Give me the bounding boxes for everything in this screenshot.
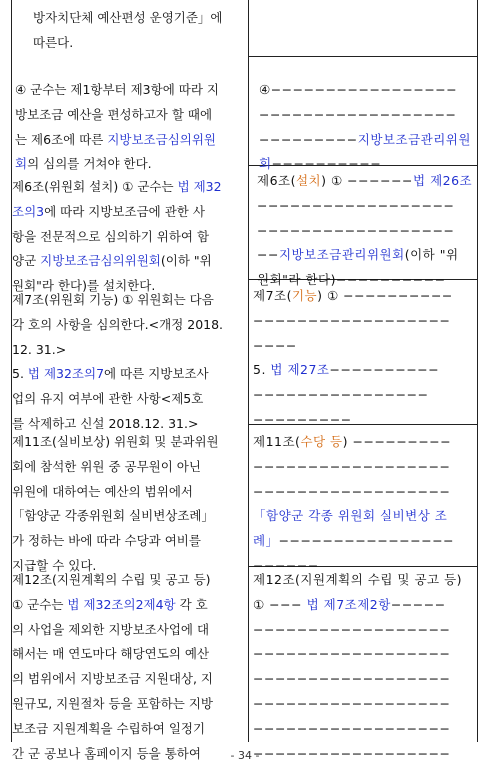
text-line	[253, 568, 463, 593]
row-4-old-text	[12, 430, 244, 579]
text-line	[253, 430, 463, 455]
text-segment: 해서는 매 연도마다 해당연도의 예산	[12, 646, 210, 662]
law-reference: 회	[259, 156, 272, 172]
text-line	[253, 642, 463, 667]
changed-term: 수당 등	[300, 434, 343, 449]
text-line	[12, 717, 244, 742]
text-line	[253, 284, 463, 309]
text-line	[12, 313, 244, 338]
text-segment: 제11조(실비보상) 위원회 및 분과위원	[12, 434, 219, 449]
text-line	[12, 480, 244, 505]
text-line	[12, 387, 244, 412]
text-line	[12, 568, 244, 593]
text-segment: 의 심의를 거쳐야 한다.	[27, 156, 152, 172]
text-segment: −−−−−−−−−−−−−−−−−−	[253, 458, 451, 474]
row-5-new-text	[253, 568, 463, 766]
text-segment: −−−−−−−−−−−−−−−−−−	[253, 695, 451, 711]
text-line	[15, 78, 247, 103]
law-reference: 법 제7조제2항	[306, 596, 391, 612]
text-segment: 각 호의 사항을 심의한다.<개정 2018.	[12, 316, 224, 332]
text-line	[253, 358, 463, 383]
row-3-old-text	[12, 288, 244, 437]
law-reference: 지방보조금관리위원	[357, 131, 471, 147]
text-line	[259, 103, 469, 128]
law-reference: 법 제32조의7	[27, 366, 105, 382]
text-line	[15, 128, 247, 153]
text-segment: −−−−−−−−−−−−−−−−−−	[259, 106, 457, 122]
text-segment: −−−−−−−−−−−−−−−−−−	[253, 745, 451, 761]
text-segment: −−−−−−−−−−−−−−−−−−	[253, 621, 451, 637]
text-line	[12, 529, 244, 554]
text-segment: 방자치단체 예산편성 운영기준」에	[33, 10, 223, 25]
text-line	[257, 243, 467, 268]
text-segment: 원회"라 한다)	[12, 278, 87, 294]
text-segment: 의 범위에서 지방보조금 지원대상, 지	[12, 671, 213, 687]
text-segment: 회에 참석한 위원 중 공무원이 아닌	[12, 458, 201, 474]
changed-term: 기능	[291, 288, 318, 303]
text-segment: (이하 "위	[404, 247, 459, 263]
text-line	[12, 249, 244, 274]
text-segment: 5.	[12, 366, 28, 382]
text-segment: −−−−−−−−−−−−−−−−−−	[253, 720, 451, 736]
text-line	[12, 362, 244, 387]
text-segment: 가 정하는 바에 따라 수당과 여비를	[12, 533, 201, 549]
text-segment: 항을 전문적으로 심의하기 위하여 함	[12, 228, 210, 244]
text-segment: ④−−−−−−−−−−−−−−−−−	[259, 82, 458, 97]
text-line	[12, 338, 244, 363]
text-line	[253, 692, 463, 717]
text-segment: 제11조(	[253, 434, 301, 449]
law-reference: 법 제32	[177, 179, 222, 194]
text-segment: −−−−−−−−−	[253, 411, 352, 427]
text-segment: 따른다.	[33, 34, 74, 50]
text-line	[253, 504, 463, 529]
text-segment: 「함양군 각종위원회 실비변상조례」	[12, 508, 214, 524]
text-line	[12, 455, 244, 480]
law-reference: 「함양군 각종 위원회 실비변상 조	[253, 508, 448, 524]
text-segment: ) ① −−−−−−−−−−	[317, 288, 453, 303]
text-line	[253, 593, 463, 618]
text-line	[253, 309, 463, 334]
text-segment: −−−−−−−−−−−−−−−−−−	[253, 646, 451, 662]
text-segment: −−−−−−−−−−−−−−−−−−	[257, 222, 455, 238]
text-line	[253, 455, 463, 480]
text-line	[257, 194, 467, 219]
text-line	[253, 717, 463, 742]
text-line	[12, 200, 244, 225]
row-1-new-text	[259, 78, 469, 177]
row-1-old-text	[15, 78, 247, 177]
row-2-old-text	[12, 175, 244, 299]
text-segment: 12. 31.>	[12, 341, 67, 357]
text-segment: 5.	[253, 362, 271, 378]
text-segment: 를 삭제하고 신설 2018.12. 31.>	[12, 415, 199, 431]
text-segment: ④ 군수는 제1항부터 제3항에 따라 지	[15, 82, 219, 97]
text-segment: 를 설치한다.	[86, 278, 156, 294]
text-line	[12, 642, 244, 667]
text-segment: −−−−−−−−−−−−−−−−−−	[253, 671, 451, 687]
text-segment: 제7조(위원회 기능) ① 위원회는 다음	[12, 292, 214, 307]
row-5-old-text	[12, 568, 244, 766]
text-line	[12, 288, 244, 313]
text-segment: −−−−−−−−−−−−−−−−	[278, 533, 455, 549]
text-line	[33, 6, 265, 31]
row-4-new-text	[253, 430, 463, 579]
law-reference: 지방보조금심의위원	[107, 131, 217, 147]
table-border-right	[477, 0, 478, 742]
text-segment: 에 따른 지방보조사	[104, 366, 209, 382]
row-2-new-text	[257, 169, 473, 293]
law-reference: 법 제27조	[270, 362, 330, 378]
text-segment: 방보조금 예산을 편성하고자 할 때에	[15, 106, 213, 122]
row-3-new-text	[253, 284, 463, 433]
text-line	[253, 529, 463, 554]
text-line	[259, 128, 469, 153]
text-line	[253, 618, 463, 643]
text-line	[259, 78, 469, 103]
text-segment: 제6조(위원회 설치) ① 군수는	[12, 179, 178, 194]
text-segment: 제12조(지원계획의 수립 및 공고 등)	[253, 572, 463, 587]
text-segment: −−	[257, 247, 279, 263]
text-segment: −−−−−−−−−−	[271, 156, 382, 172]
law-reference: 법 제32조의2제4항	[67, 596, 176, 612]
text-segment: 제7조(	[253, 288, 292, 303]
law-reference: 회	[15, 156, 28, 172]
text-segment: −−−−−−−−−−	[329, 362, 440, 378]
text-line	[253, 334, 463, 359]
text-segment: −−−−	[253, 337, 297, 353]
text-segment: 간 군 공보나 홈페이지 등을 통하여	[12, 745, 201, 761]
text-segment: ) ① −−−−−−	[321, 173, 414, 188]
text-line	[12, 175, 244, 200]
text-segment: 원규모, 지원절차 등을 포함하는 지방	[12, 695, 213, 711]
text-line	[12, 225, 244, 250]
text-segment: ① −−−	[253, 596, 307, 612]
text-segment: −−−−−	[390, 596, 446, 612]
text-segment: 위원에 대하여는 예산의 범위에서	[12, 483, 193, 499]
table-row-divider	[248, 56, 477, 57]
text-segment: ) −−−−−−−−−	[342, 434, 452, 449]
changed-term: 설치	[295, 173, 322, 188]
text-segment: −−−−−−−−−−−−−−−−	[253, 387, 429, 403]
text-segment: −−−−−−−−−−−−−−−−−−	[253, 483, 451, 499]
text-segment: 업의 유지 여부에 관한 사항<제5호	[12, 391, 204, 407]
text-line	[12, 504, 244, 529]
law-reference: 지방보조금관리위원회	[278, 247, 405, 263]
text-segment: 보조금 지원계획을 수립하여 일정기	[12, 720, 206, 736]
text-segment: (이하 "위	[160, 253, 212, 269]
text-line	[257, 169, 473, 194]
text-line	[15, 152, 247, 177]
text-line	[33, 31, 265, 56]
text-line	[15, 103, 247, 128]
row-0-old-text	[33, 6, 265, 56]
text-segment: −−−−−−−−−−	[335, 272, 446, 288]
text-line	[257, 219, 467, 244]
text-segment: −−−−−−−−−−−−−−−−−−	[253, 312, 451, 328]
text-segment: 에 따라 지방보조금에 관한 사	[44, 203, 205, 219]
text-line	[12, 430, 244, 455]
text-segment: −−−−−−−−−	[259, 131, 358, 147]
text-segment: 의 사업을 제외한 지방보조사업에 대	[12, 621, 210, 637]
text-line	[253, 480, 463, 505]
text-line	[253, 383, 463, 408]
text-segment: −−−−−−	[253, 557, 319, 573]
text-segment: 지급할 수 있다.	[12, 557, 97, 573]
text-segment: 각 호	[175, 596, 208, 612]
page-number: - 34 -	[230, 749, 260, 762]
text-segment: 는 제6조에 따른	[15, 131, 108, 147]
text-line	[12, 692, 244, 717]
text-line	[253, 667, 463, 692]
text-segment: 원회"라 한다)	[257, 272, 336, 288]
text-line	[12, 593, 244, 618]
text-line	[12, 618, 244, 643]
text-segment: −−−−−−−−−−−−−−−−−−	[257, 197, 455, 213]
table-column-divider	[248, 0, 249, 742]
law-reference: 례」	[253, 533, 279, 549]
text-segment: 제12조(지원계획의 수립 및 공고 등)	[12, 572, 211, 587]
text-line	[12, 667, 244, 692]
text-segment: 양군	[12, 253, 41, 269]
text-segment: ① 군수는	[12, 596, 68, 612]
text-segment: 제6조(	[257, 173, 296, 188]
law-reference: 지방보조금심의위원회	[40, 253, 161, 269]
law-reference: 법 제26조	[413, 173, 473, 188]
law-reference: 조의3	[12, 203, 45, 219]
